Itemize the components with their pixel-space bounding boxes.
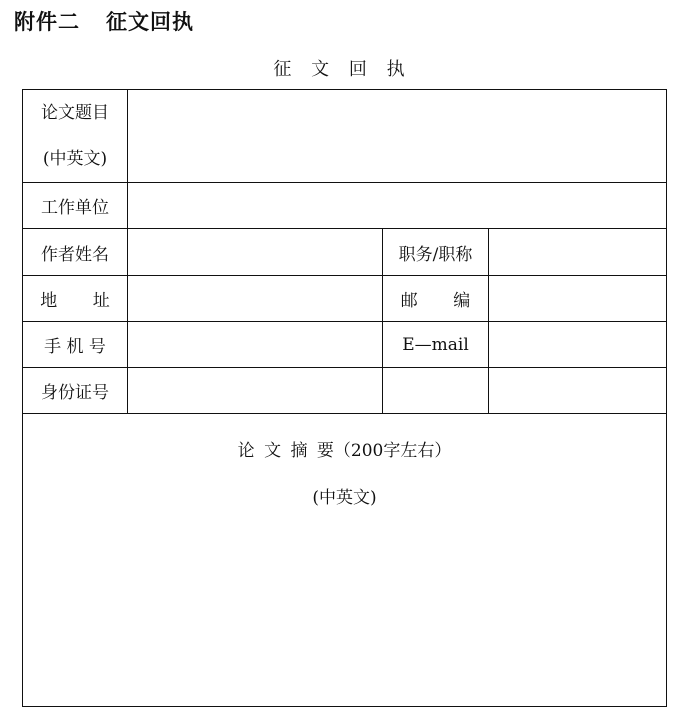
blank-cell	[489, 368, 667, 414]
attachment-label: 附件二	[14, 10, 80, 34]
mobile-field[interactable]	[128, 322, 383, 368]
id-number-label: 身份证号	[23, 368, 128, 414]
abstract-subtitle: (中英文)	[312, 488, 377, 508]
id-number-field[interactable]	[128, 368, 383, 414]
postcode-field[interactable]	[489, 276, 667, 322]
postcode-label: 邮 编	[383, 276, 489, 322]
mobile-label: 手 机 号	[23, 322, 128, 368]
author-name-label: 作者姓名	[23, 229, 128, 276]
email-label: E—mail	[383, 322, 489, 368]
blank-cell	[383, 368, 489, 414]
paper-title-field[interactable]	[128, 90, 667, 183]
document-header	[14, 6, 194, 36]
position-label: 职务/职称	[383, 229, 489, 276]
paper-title-label-line1: 论文题目	[41, 103, 109, 123]
form-title: 征 文 回 执	[273, 59, 407, 80]
paper-title-label-line2: (中英文)	[42, 149, 108, 169]
abstract-area[interactable]	[23, 414, 667, 707]
abstract-title: 论 文 摘 要（200字左右）	[237, 441, 452, 461]
work-unit-label: 工作单位	[23, 183, 128, 229]
receipt-form	[22, 89, 667, 707]
address-label: 地 址	[23, 276, 128, 322]
author-name-field[interactable]	[128, 229, 383, 276]
position-field[interactable]	[489, 229, 667, 276]
address-field[interactable]	[128, 276, 383, 322]
document-title: 征文回执	[106, 10, 194, 34]
paper-title-label	[23, 90, 128, 183]
email-field[interactable]	[489, 322, 667, 368]
work-unit-field[interactable]	[128, 183, 667, 229]
